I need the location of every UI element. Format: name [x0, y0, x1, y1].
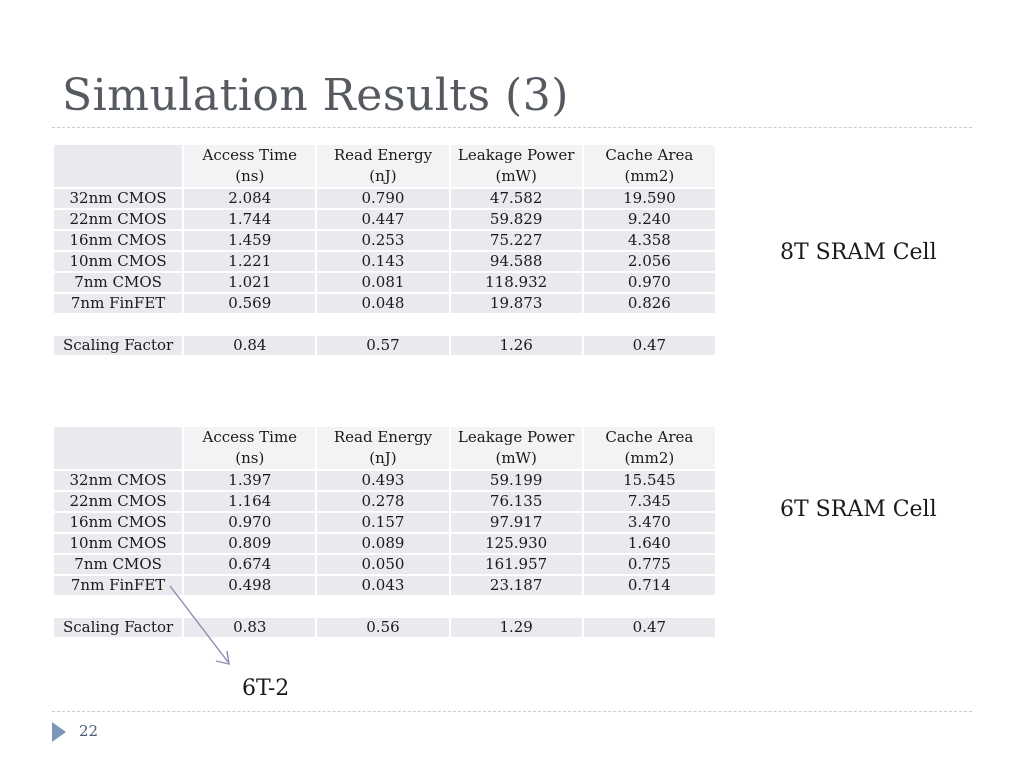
page-number: 22	[79, 722, 99, 740]
table-label-8t: 8T SRAM Cell	[780, 240, 937, 265]
value-cell: 59.199	[451, 471, 582, 490]
row-label-cell: 7nm FinFET	[54, 294, 182, 313]
column-header: Leakage Power (mW)	[451, 145, 582, 187]
value-cell: 1.164	[184, 492, 315, 511]
value-cell: 97.917	[451, 513, 582, 532]
value-cell: 0.826	[584, 294, 715, 313]
value-cell: 1.26	[451, 336, 582, 355]
value-cell: 0.775	[584, 555, 715, 574]
title-divider	[52, 127, 972, 128]
value-cell: 1.021	[184, 273, 315, 292]
column-header: Access Time (ns)	[184, 427, 315, 469]
table-row	[54, 273, 715, 292]
value-cell: 0.081	[317, 273, 448, 292]
value-cell: 47.582	[451, 189, 582, 208]
value-cell: 1.29	[451, 618, 582, 637]
value-cell: 0.47	[584, 618, 715, 637]
value-cell: 161.957	[451, 555, 582, 574]
row-label-cell: Scaling Factor	[54, 618, 182, 637]
value-cell: 0.569	[184, 294, 315, 313]
value-cell: 0.47	[584, 336, 715, 355]
row-label-cell: 7nm CMOS	[54, 555, 182, 574]
table-row	[54, 555, 715, 574]
column-header: Cache Area (mm2)	[584, 427, 715, 469]
table-row	[54, 189, 715, 208]
value-cell: 1.221	[184, 252, 315, 271]
value-cell: 0.790	[317, 189, 448, 208]
table-row	[54, 576, 715, 595]
value-cell: 15.545	[584, 471, 715, 490]
value-cell: 0.970	[184, 513, 315, 532]
row-label-cell: 7nm CMOS	[54, 273, 182, 292]
value-cell: 76.135	[451, 492, 582, 511]
value-cell: 94.588	[451, 252, 582, 271]
row-label-cell: Scaling Factor	[54, 336, 182, 355]
value-cell: 0.493	[317, 471, 448, 490]
value-cell: 0.56	[317, 618, 448, 637]
value-cell: 1.640	[584, 534, 715, 553]
row-label-cell: 16nm CMOS	[54, 513, 182, 532]
table-row	[54, 294, 715, 313]
footer-divider	[52, 711, 972, 712]
table-row	[54, 492, 715, 511]
value-cell	[451, 597, 582, 616]
value-cell	[584, 597, 715, 616]
value-cell	[184, 315, 315, 334]
column-header: Cache Area (mm2)	[584, 145, 715, 187]
spacer-row	[54, 315, 715, 334]
value-cell: 0.043	[317, 576, 448, 595]
results-table-8t	[52, 143, 717, 357]
value-cell: 1.459	[184, 231, 315, 250]
value-cell: 2.056	[584, 252, 715, 271]
value-cell: 1.397	[184, 471, 315, 490]
table-row	[54, 210, 715, 229]
row-label-cell: 7nm FinFET	[54, 576, 182, 595]
column-header: Leakage Power (mW)	[451, 427, 582, 469]
value-cell: 0.809	[184, 534, 315, 553]
row-label-cell: 22nm CMOS	[54, 210, 182, 229]
value-cell: 0.84	[184, 336, 315, 355]
table-row	[54, 513, 715, 532]
value-cell: 0.278	[317, 492, 448, 511]
value-cell: 23.187	[451, 576, 582, 595]
value-cell: 4.358	[584, 231, 715, 250]
slide-title: Simulation Results (3)	[62, 70, 569, 121]
column-header: Read Energy (nJ)	[317, 145, 448, 187]
value-cell: 0.050	[317, 555, 448, 574]
value-cell: 0.089	[317, 534, 448, 553]
column-header: Read Energy (nJ)	[317, 427, 448, 469]
footer-triangle-icon	[52, 722, 66, 742]
value-cell: 0.157	[317, 513, 448, 532]
annotation-arrow	[160, 582, 240, 672]
value-cell: 125.930	[451, 534, 582, 553]
spacer-row	[54, 597, 715, 616]
table-label-6t: 6T SRAM Cell	[780, 497, 937, 522]
row-label-cell: 32nm CMOS	[54, 471, 182, 490]
table-row	[54, 471, 715, 490]
value-cell: 118.932	[451, 273, 582, 292]
row-label-cell: 10nm CMOS	[54, 252, 182, 271]
value-cell: 75.227	[451, 231, 582, 250]
value-cell: 0.970	[584, 273, 715, 292]
column-header: Access Time (ns)	[184, 145, 315, 187]
table-row	[54, 231, 715, 250]
value-cell: 0.57	[317, 336, 448, 355]
table-header-row	[54, 427, 715, 469]
value-cell: 0.83	[184, 618, 315, 637]
value-cell: 7.345	[584, 492, 715, 511]
results-table-6t	[52, 425, 717, 639]
value-cell: 59.829	[451, 210, 582, 229]
value-cell: 0.714	[584, 576, 715, 595]
value-cell: 0.498	[184, 576, 315, 595]
value-cell: 2.084	[184, 189, 315, 208]
table-row	[54, 336, 715, 355]
table-row	[54, 252, 715, 271]
annotation-label: 6T-2	[242, 676, 290, 701]
value-cell: 19.873	[451, 294, 582, 313]
value-cell: 0.674	[184, 555, 315, 574]
value-cell: 3.470	[584, 513, 715, 532]
row-label-cell: 16nm CMOS	[54, 231, 182, 250]
row-label-cell: 10nm CMOS	[54, 534, 182, 553]
value-cell	[317, 315, 448, 334]
value-cell	[451, 315, 582, 334]
row-label-cell: 22nm CMOS	[54, 492, 182, 511]
value-cell: 0.253	[317, 231, 448, 250]
value-cell: 1.744	[184, 210, 315, 229]
header-corner-cell	[54, 427, 182, 469]
table-row	[54, 618, 715, 637]
value-cell: 9.240	[584, 210, 715, 229]
header-corner-cell	[54, 145, 182, 187]
value-cell	[584, 315, 715, 334]
value-cell: 0.048	[317, 294, 448, 313]
value-cell: 0.143	[317, 252, 448, 271]
value-cell: 19.590	[584, 189, 715, 208]
value-cell	[317, 597, 448, 616]
table-header-row	[54, 145, 715, 187]
row-label-cell: 32nm CMOS	[54, 189, 182, 208]
table-row	[54, 534, 715, 553]
row-label-cell	[54, 315, 182, 334]
value-cell: 0.447	[317, 210, 448, 229]
